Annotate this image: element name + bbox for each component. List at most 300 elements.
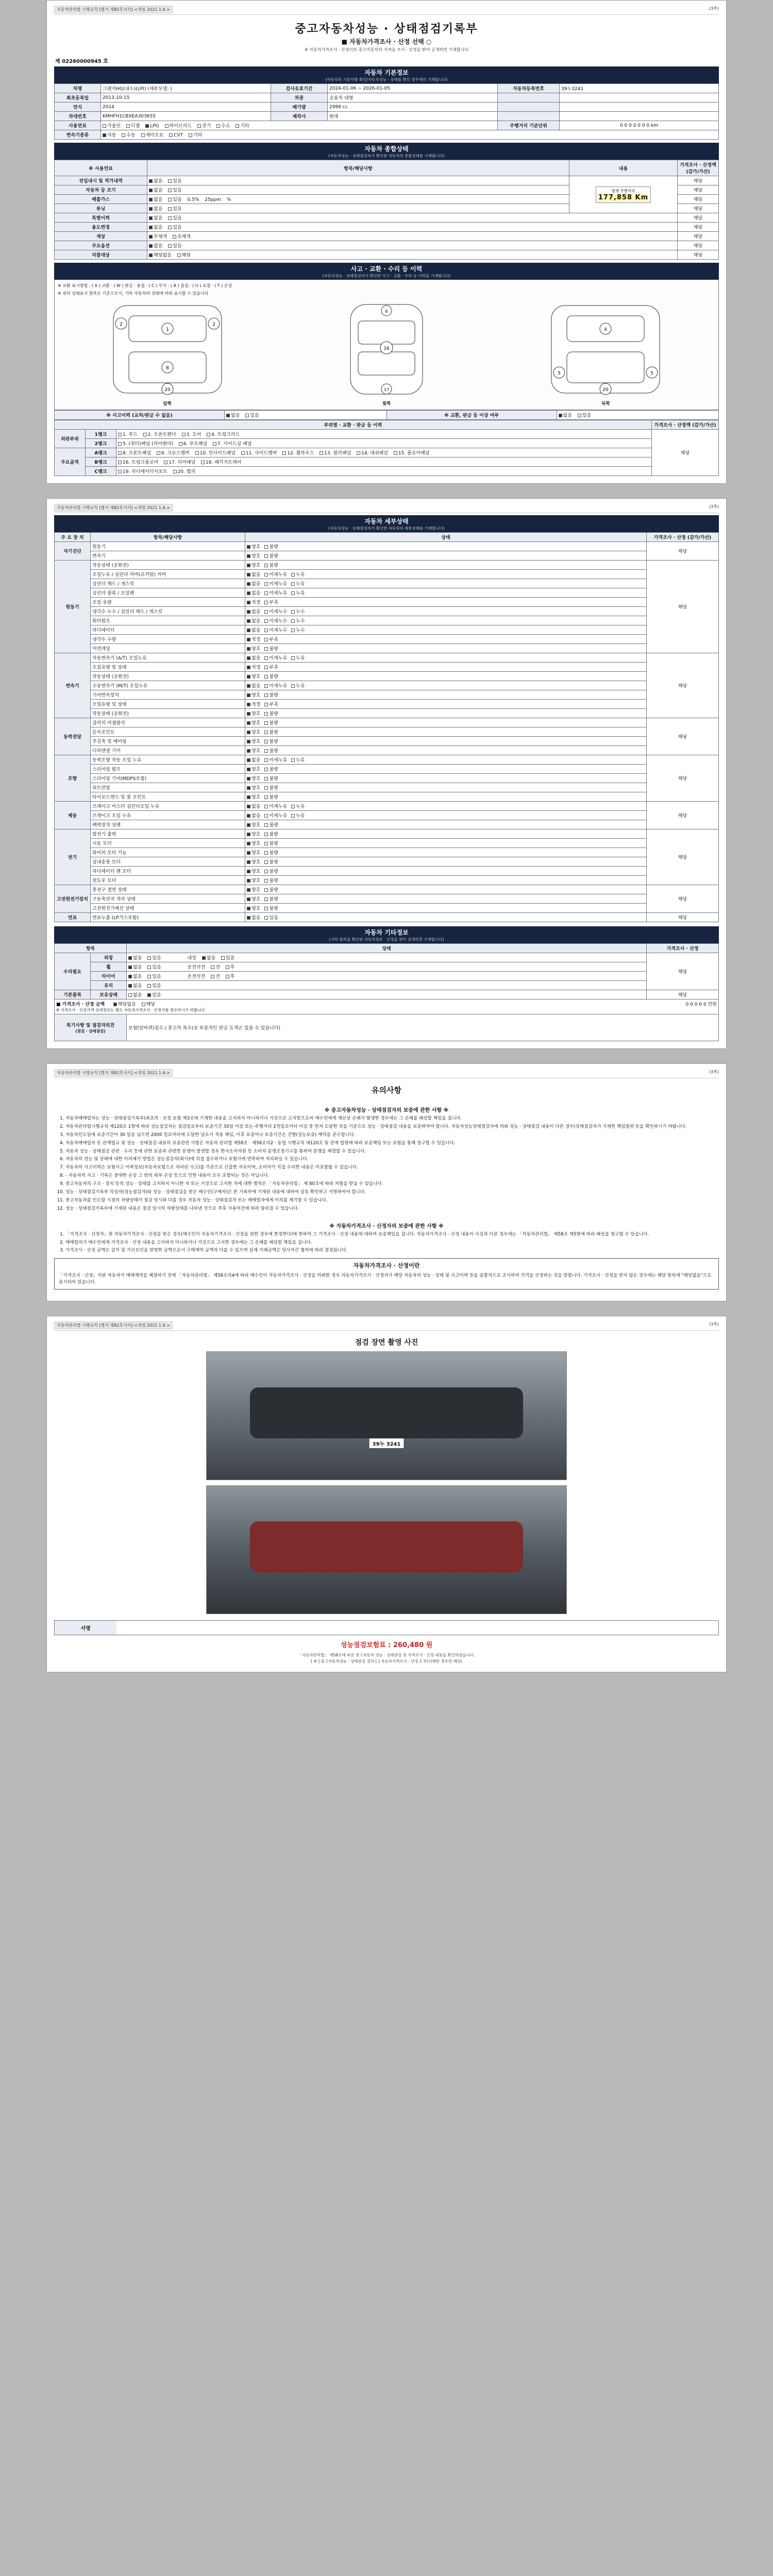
- row-opts-emission[interactable]: 없음 있음 0.5% 25ppm %: [147, 195, 569, 204]
- checkbox-icon[interactable]: [113, 1003, 117, 1006]
- detail-options[interactable]: [245, 792, 647, 802]
- detail-option[interactable]: [264, 775, 278, 782]
- checkbox-icon[interactable]: [118, 451, 122, 455]
- detail-option[interactable]: [247, 849, 260, 856]
- checkbox-icon[interactable]: [264, 564, 268, 567]
- detail-option[interactable]: [247, 812, 260, 819]
- row-opts-tuning[interactable]: 없음 있음: [147, 204, 569, 213]
- checkbox-icon[interactable]: [264, 619, 268, 623]
- detail-option[interactable]: [247, 710, 260, 717]
- checkbox-icon[interactable]: [247, 740, 250, 743]
- checkbox-icon[interactable]: [247, 573, 250, 577]
- checkbox-icon[interactable]: [145, 124, 149, 128]
- detail-option[interactable]: [264, 905, 278, 911]
- detail-option[interactable]: [247, 664, 260, 670]
- detail-option[interactable]: [247, 840, 260, 846]
- checkbox-icon[interactable]: [189, 133, 192, 137]
- checkbox-icon[interactable]: [173, 470, 177, 473]
- checkbox-icon[interactable]: [195, 451, 199, 455]
- detail-options[interactable]: [245, 551, 647, 561]
- detail-option[interactable]: [264, 654, 287, 661]
- checkbox-icon[interactable]: [264, 666, 268, 669]
- detail-option[interactable]: [247, 886, 260, 893]
- checkbox-icon[interactable]: [122, 133, 125, 137]
- detail-options[interactable]: [245, 709, 647, 718]
- detail-option[interactable]: [247, 562, 260, 568]
- detail-option[interactable]: [264, 895, 278, 902]
- detail-option[interactable]: [247, 626, 260, 633]
- parts-list-5[interactable]: 19. 라디에이터서포트 20. 범퍼: [116, 467, 652, 476]
- detail-option[interactable]: [291, 571, 305, 578]
- detail-options[interactable]: [245, 598, 647, 607]
- detail-option[interactable]: [264, 756, 287, 763]
- detail-options[interactable]: [245, 588, 647, 598]
- checkbox-icon[interactable]: [149, 216, 153, 220]
- detail-option[interactable]: [264, 858, 278, 865]
- detail-option[interactable]: [264, 645, 278, 652]
- checkbox-icon[interactable]: [264, 916, 268, 920]
- checkbox-icon[interactable]: [247, 842, 250, 845]
- checkbox-icon[interactable]: [264, 786, 268, 790]
- checkbox-icon[interactable]: [264, 647, 268, 651]
- opts-accident-history[interactable]: 없음 있음: [225, 411, 387, 420]
- detail-options[interactable]: [245, 746, 647, 755]
- detail-options[interactable]: [245, 616, 647, 625]
- checkbox-icon[interactable]: [264, 582, 268, 586]
- checkbox-icon[interactable]: [168, 207, 172, 211]
- parts-list-2[interactable]: 5. (쿼터)패널 (리어펜더) 6. 루프패널 7. 사이드실 패널: [116, 439, 652, 448]
- checkbox-icon[interactable]: [128, 993, 132, 997]
- detail-options[interactable]: [245, 857, 647, 867]
- detail-option[interactable]: [247, 747, 260, 754]
- row-opts-color[interactable]: 무채색 유채색: [147, 232, 678, 241]
- checkbox-icon[interactable]: [173, 235, 176, 239]
- detail-option[interactable]: [264, 886, 278, 893]
- detail-option[interactable]: [264, 803, 287, 809]
- detail-option[interactable]: [291, 682, 305, 689]
- checkbox-icon[interactable]: [291, 814, 295, 818]
- detail-option[interactable]: [247, 775, 260, 782]
- checkbox-icon[interactable]: [168, 244, 172, 248]
- detail-options[interactable]: [245, 579, 647, 588]
- detail-options[interactable]: [245, 625, 647, 635]
- checkbox-icon[interactable]: [147, 984, 151, 988]
- detail-options[interactable]: [245, 570, 647, 579]
- checkbox-icon[interactable]: [247, 638, 250, 641]
- checkbox-icon[interactable]: [247, 888, 250, 892]
- checkbox-icon[interactable]: [213, 442, 216, 446]
- checkbox-icon[interactable]: [282, 451, 286, 455]
- checkbox-icon[interactable]: [264, 573, 268, 577]
- checkbox-icon[interactable]: [247, 582, 250, 586]
- detail-option[interactable]: [247, 580, 260, 587]
- checkbox-icon[interactable]: [247, 879, 250, 883]
- checkbox-icon[interactable]: [247, 666, 250, 669]
- detail-options[interactable]: [245, 802, 647, 811]
- checkbox-icon[interactable]: [264, 693, 268, 697]
- opts-exterior[interactable]: 없음 있음 내장 없음 있음: [127, 953, 647, 962]
- opts-tire[interactable]: 없음 있음 운전석전 전 후: [127, 972, 647, 981]
- detail-option[interactable]: [264, 589, 287, 596]
- checkbox-icon[interactable]: [247, 675, 250, 679]
- detail-options[interactable]: [245, 829, 647, 839]
- detail-option[interactable]: [247, 756, 260, 763]
- checkbox-icon[interactable]: [226, 975, 229, 978]
- checkbox-icon[interactable]: [247, 833, 250, 836]
- detail-options[interactable]: [245, 653, 647, 663]
- checkbox-icon[interactable]: [291, 591, 295, 595]
- detail-option[interactable]: [247, 654, 260, 661]
- checkbox-icon[interactable]: [264, 814, 268, 818]
- checkbox-icon[interactable]: [264, 888, 268, 892]
- detail-options[interactable]: [245, 663, 647, 672]
- checkbox-icon[interactable]: [216, 124, 220, 128]
- detail-option[interactable]: [247, 552, 260, 559]
- checkbox-icon[interactable]: [264, 860, 268, 864]
- detail-option[interactable]: [291, 608, 305, 615]
- detail-options[interactable]: [245, 690, 647, 700]
- checkbox-icon[interactable]: [247, 851, 250, 855]
- checkbox-icon[interactable]: [142, 1003, 145, 1006]
- checkbox-icon[interactable]: [128, 965, 132, 969]
- detail-option[interactable]: [264, 719, 278, 726]
- detail-option[interactable]: [264, 552, 278, 559]
- detail-option[interactable]: [247, 645, 260, 652]
- checkbox-icon[interactable]: [264, 851, 268, 855]
- checkbox-icon[interactable]: [264, 703, 268, 706]
- checkbox-icon[interactable]: [118, 470, 122, 473]
- checkbox-icon[interactable]: [247, 795, 250, 799]
- detail-option[interactable]: [264, 812, 287, 819]
- checkbox-icon[interactable]: [168, 189, 172, 192]
- checkbox-icon[interactable]: [147, 993, 151, 997]
- detail-option[interactable]: [264, 868, 278, 874]
- checkbox-icon[interactable]: [247, 545, 250, 549]
- detail-option[interactable]: [247, 682, 260, 689]
- checkbox-icon[interactable]: [291, 758, 295, 762]
- detail-options[interactable]: [245, 635, 647, 644]
- detail-option[interactable]: [264, 766, 278, 772]
- detail-option[interactable]: [247, 608, 260, 615]
- checkbox-icon[interactable]: [247, 629, 250, 632]
- checkbox-icon[interactable]: [264, 897, 268, 901]
- checkbox-icon[interactable]: [247, 860, 250, 864]
- checkbox-icon[interactable]: [149, 226, 153, 229]
- checkbox-icon[interactable]: [264, 610, 268, 614]
- checkbox-icon[interactable]: [357, 451, 360, 455]
- detail-options[interactable]: [245, 848, 647, 857]
- checkbox-icon[interactable]: [320, 451, 323, 455]
- checkbox-icon[interactable]: [291, 629, 295, 632]
- detail-options[interactable]: [245, 700, 647, 709]
- checkbox-icon[interactable]: [177, 253, 181, 257]
- parts-list-3[interactable]: 8. 프론트패널 9. 크로스멤버 10. 인사이드패널 11. 사이드멤버 12. 휠하우스 13. 필러패널 14. 대쉬패널 15. 플로어패널: [116, 448, 652, 457]
- checkbox-icon[interactable]: [264, 721, 268, 725]
- row-opts-recall[interactable]: 해당없음 해당: [147, 250, 678, 260]
- checkbox-icon[interactable]: [264, 842, 268, 845]
- detail-option[interactable]: [264, 710, 278, 717]
- detail-options[interactable]: [245, 783, 647, 792]
- detail-option[interactable]: [264, 728, 278, 735]
- detail-option[interactable]: [247, 868, 260, 874]
- checkbox-icon[interactable]: [291, 656, 295, 660]
- detail-option[interactable]: [247, 803, 260, 809]
- checkbox-icon[interactable]: [247, 647, 250, 651]
- detail-options[interactable]: [245, 681, 647, 690]
- row-opts-vehicle-inspection[interactable]: 없음 있음: [147, 185, 569, 195]
- checkbox-icon[interactable]: [226, 965, 229, 969]
- detail-options[interactable]: [245, 820, 647, 829]
- detail-option[interactable]: [264, 914, 278, 921]
- checkbox-icon[interactable]: [202, 956, 206, 960]
- detail-option[interactable]: [264, 543, 278, 550]
- detail-option[interactable]: [264, 793, 278, 800]
- detail-option[interactable]: [291, 654, 305, 661]
- detail-option[interactable]: [264, 691, 278, 698]
- detail-options[interactable]: [245, 811, 647, 820]
- checkbox-icon[interactable]: [247, 758, 250, 762]
- checkbox-icon[interactable]: [118, 442, 122, 446]
- checkbox-icon[interactable]: [291, 610, 295, 614]
- detail-options[interactable]: [245, 561, 647, 570]
- detail-option[interactable]: [264, 608, 287, 615]
- checkbox-icon[interactable]: [264, 591, 268, 595]
- fuel-options[interactable]: [101, 121, 498, 130]
- checkbox-icon[interactable]: [247, 786, 250, 790]
- checkbox-icon[interactable]: [149, 207, 153, 211]
- checkbox-icon[interactable]: [264, 638, 268, 641]
- detail-option[interactable]: [247, 673, 260, 680]
- detail-option[interactable]: [247, 701, 260, 707]
- checkbox-icon[interactable]: [264, 675, 268, 679]
- checkbox-icon[interactable]: [157, 451, 160, 455]
- detail-options[interactable]: [245, 737, 647, 746]
- detail-option[interactable]: [264, 784, 278, 791]
- detail-option[interactable]: [247, 831, 260, 837]
- transmission-options[interactable]: [101, 130, 719, 140]
- checkbox-icon[interactable]: [147, 965, 151, 969]
- checkbox-icon[interactable]: [264, 879, 268, 883]
- detail-options[interactable]: [245, 718, 647, 727]
- checkbox-icon[interactable]: [169, 133, 173, 137]
- detail-option[interactable]: [291, 756, 305, 763]
- checkbox-icon[interactable]: [211, 975, 214, 978]
- checkbox-icon[interactable]: [221, 956, 225, 960]
- checkbox-icon[interactable]: [147, 956, 151, 960]
- checkbox-icon[interactable]: [245, 414, 249, 417]
- detail-options[interactable]: [245, 885, 647, 894]
- checkbox-icon[interactable]: [264, 684, 268, 688]
- detail-options[interactable]: [245, 867, 647, 876]
- checkbox-icon[interactable]: [226, 414, 230, 417]
- checkbox-icon[interactable]: [247, 684, 250, 688]
- checkbox-icon[interactable]: [182, 433, 186, 436]
- checkbox-icon[interactable]: [264, 870, 268, 873]
- checkbox-icon[interactable]: [197, 124, 201, 128]
- checkbox-icon[interactable]: [247, 814, 250, 818]
- checkbox-icon[interactable]: [264, 601, 268, 604]
- checkbox-icon[interactable]: [247, 554, 250, 558]
- detail-option[interactable]: [264, 562, 278, 568]
- checkbox-icon[interactable]: [264, 554, 268, 558]
- checkbox-icon[interactable]: [168, 216, 172, 220]
- checkbox-icon[interactable]: [168, 179, 172, 183]
- detail-option[interactable]: [247, 571, 260, 578]
- detail-option[interactable]: [291, 589, 305, 596]
- detail-options[interactable]: [245, 755, 647, 765]
- checkbox-icon[interactable]: [165, 124, 169, 128]
- detail-option[interactable]: [264, 571, 287, 578]
- checkbox-icon[interactable]: [247, 805, 250, 808]
- checkbox-icon[interactable]: [247, 721, 250, 725]
- detail-option[interactable]: [247, 617, 260, 624]
- detail-option[interactable]: [247, 738, 260, 744]
- checkbox-icon[interactable]: [118, 461, 122, 464]
- checkbox-icon[interactable]: [211, 965, 214, 969]
- checkbox-icon[interactable]: [264, 823, 268, 827]
- detail-option[interactable]: [291, 580, 305, 587]
- detail-option[interactable]: [247, 766, 260, 772]
- checkbox-icon[interactable]: [103, 124, 106, 128]
- detail-option[interactable]: [291, 617, 305, 624]
- row-opts-main-options[interactable]: 없음 있음: [147, 241, 678, 250]
- detail-options[interactable]: [245, 904, 647, 913]
- detail-options[interactable]: [245, 607, 647, 616]
- detail-option[interactable]: [264, 747, 278, 754]
- checkbox-icon[interactable]: [264, 712, 268, 716]
- checkbox-icon[interactable]: [291, 582, 295, 586]
- row-opts-usage-change[interactable]: 없음 있음: [147, 223, 678, 232]
- opts-simple-repair[interactable]: 없음 있음: [557, 411, 719, 420]
- checkbox-icon[interactable]: [201, 461, 205, 464]
- detail-option[interactable]: [264, 738, 278, 744]
- detail-option[interactable]: [247, 784, 260, 791]
- checkbox-icon[interactable]: [264, 749, 268, 753]
- checkbox-icon[interactable]: [168, 198, 172, 201]
- checkbox-icon[interactable]: [164, 461, 167, 464]
- checkbox-icon[interactable]: [247, 564, 250, 567]
- checkbox-icon[interactable]: [247, 823, 250, 827]
- checkbox-icon[interactable]: [149, 244, 153, 248]
- checkbox-icon[interactable]: [291, 805, 295, 808]
- checkbox-icon[interactable]: [118, 433, 122, 436]
- checkbox-icon[interactable]: [241, 451, 245, 455]
- checkbox-icon[interactable]: [394, 451, 397, 455]
- detail-option[interactable]: [247, 599, 260, 605]
- detail-options[interactable]: [245, 644, 647, 653]
- checkbox-icon[interactable]: [247, 712, 250, 716]
- checkbox-icon[interactable]: [264, 777, 268, 781]
- checkbox-icon[interactable]: [264, 740, 268, 743]
- parts-list-4[interactable]: 16. 트렁크플로어 17. 리어패널 18. 패키지트레이: [116, 457, 652, 467]
- detail-option[interactable]: [247, 905, 260, 911]
- checkbox-icon[interactable]: [578, 414, 581, 417]
- detail-option[interactable]: [247, 877, 260, 884]
- detail-option[interactable]: [247, 793, 260, 800]
- parts-list-1[interactable]: 1. 후드 2. 프론트펜더 3. 도어 4. 트렁크리드: [116, 430, 652, 439]
- detail-option[interactable]: [264, 849, 278, 856]
- checkbox-icon[interactable]: [247, 619, 250, 623]
- checkbox-icon[interactable]: [247, 591, 250, 595]
- checkbox-icon[interactable]: [247, 897, 250, 901]
- checkbox-icon[interactable]: [264, 629, 268, 632]
- checkbox-icon[interactable]: [247, 610, 250, 614]
- detail-option[interactable]: [291, 803, 305, 809]
- checkbox-icon[interactable]: [149, 198, 153, 201]
- detail-option[interactable]: [264, 580, 287, 587]
- checkbox-icon[interactable]: [264, 656, 268, 660]
- detail-option[interactable]: [291, 812, 305, 819]
- detail-option[interactable]: [247, 589, 260, 596]
- checkbox-icon[interactable]: [247, 768, 250, 771]
- row-opts-special-history[interactable]: 없음 있음: [147, 213, 678, 223]
- checkbox-icon[interactable]: [149, 235, 153, 239]
- checkbox-icon[interactable]: [247, 656, 250, 660]
- row-opts-transfer-history[interactable]: 없음 있음: [147, 176, 569, 185]
- detail-option[interactable]: [264, 701, 278, 707]
- detail-options[interactable]: [245, 876, 647, 885]
- checkbox-icon[interactable]: [247, 907, 250, 910]
- checkbox-icon[interactable]: [291, 573, 295, 577]
- checkbox-icon[interactable]: [149, 253, 153, 257]
- checkbox-icon[interactable]: [264, 805, 268, 808]
- checkbox-icon[interactable]: [179, 442, 182, 446]
- checkbox-icon[interactable]: [141, 133, 145, 137]
- detail-option[interactable]: [291, 626, 305, 633]
- checkbox-icon[interactable]: [264, 907, 268, 910]
- detail-option[interactable]: [264, 626, 287, 633]
- opts-glass[interactable]: 없음 있음: [127, 981, 647, 990]
- checkbox-icon[interactable]: [168, 226, 172, 229]
- detail-options[interactable]: [245, 894, 647, 904]
- detail-options[interactable]: [245, 839, 647, 848]
- checkbox-icon[interactable]: [143, 433, 147, 436]
- checkbox-icon[interactable]: [291, 684, 295, 688]
- detail-options[interactable]: [245, 727, 647, 737]
- detail-option[interactable]: [247, 821, 260, 828]
- checkbox-icon[interactable]: [264, 731, 268, 734]
- detail-option[interactable]: [264, 877, 278, 884]
- checkbox-icon[interactable]: [264, 758, 268, 762]
- checkbox-icon[interactable]: [147, 975, 151, 978]
- checkbox-icon[interactable]: [559, 414, 562, 417]
- checkbox-icon[interactable]: [264, 545, 268, 549]
- detail-option[interactable]: [264, 673, 278, 680]
- detail-options[interactable]: [245, 765, 647, 774]
- detail-option[interactable]: [247, 636, 260, 642]
- detail-option[interactable]: [247, 691, 260, 698]
- detail-option[interactable]: [247, 728, 260, 735]
- checkbox-icon[interactable]: [264, 833, 268, 836]
- checkbox-icon[interactable]: [149, 179, 153, 183]
- detail-option[interactable]: [264, 831, 278, 837]
- detail-option[interactable]: [264, 682, 287, 689]
- detail-options[interactable]: [245, 913, 647, 922]
- detail-option[interactable]: [247, 914, 260, 921]
- checkbox-icon[interactable]: [236, 124, 239, 128]
- checkbox-icon[interactable]: [149, 189, 153, 192]
- detail-options[interactable]: [245, 672, 647, 681]
- checkbox-icon[interactable]: [291, 619, 295, 623]
- checkbox-icon[interactable]: [247, 731, 250, 734]
- opts-wheel[interactable]: 없음 있음 운전석전 전 후: [127, 962, 647, 972]
- detail-option[interactable]: [264, 636, 278, 642]
- checkbox-icon[interactable]: [247, 703, 250, 706]
- detail-option[interactable]: [247, 543, 260, 550]
- detail-option[interactable]: [264, 821, 278, 828]
- checkbox-icon[interactable]: [126, 124, 130, 128]
- checkbox-icon[interactable]: [247, 601, 250, 604]
